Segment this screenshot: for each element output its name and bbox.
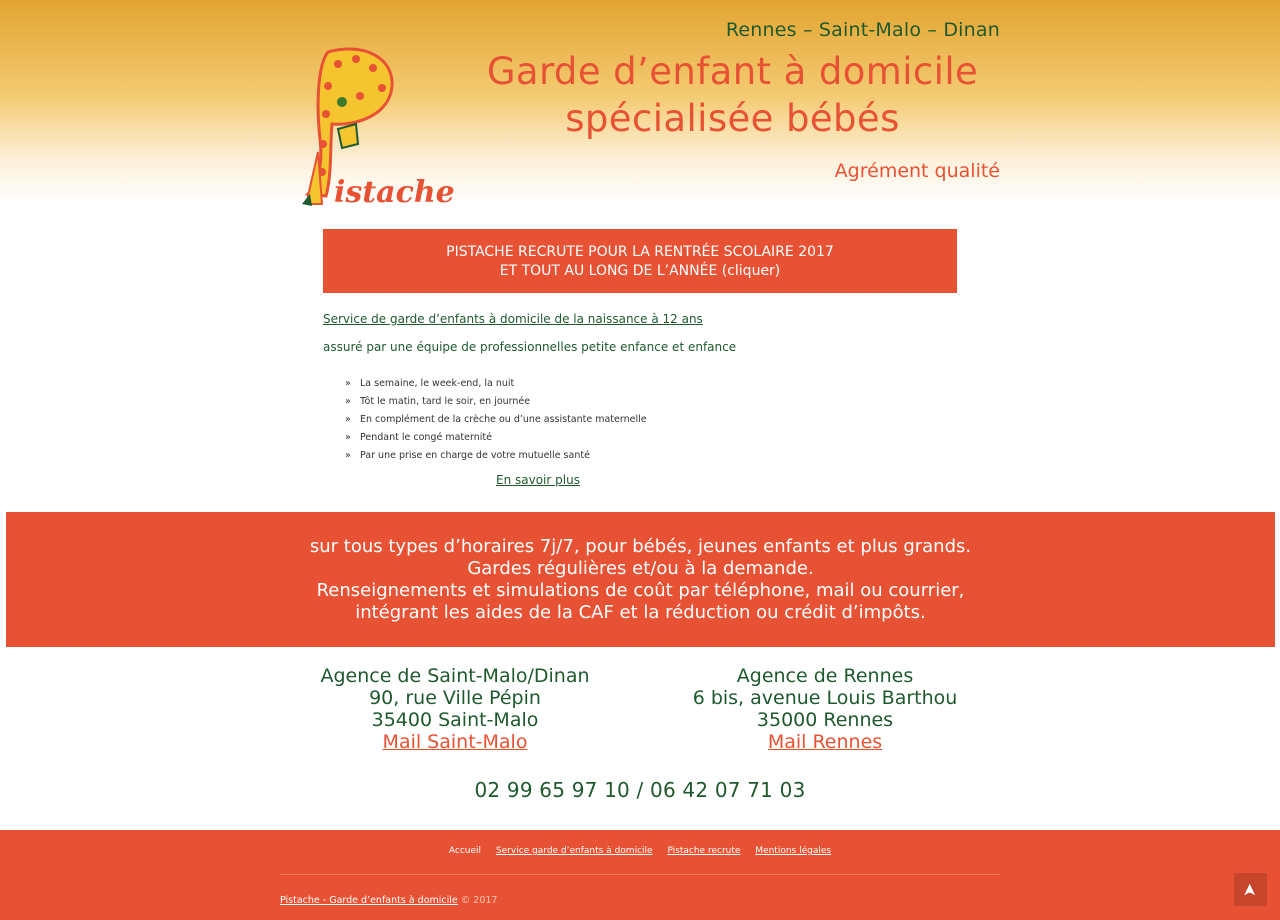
- copyright: [280, 895, 497, 906]
- list-item-text: En complément de la crèche ou d’une assistante maternelle: [360, 414, 647, 425]
- list-item-text: La semaine, le week-end, la nuit: [360, 378, 515, 389]
- footer-link-recrute[interactable]: Pistache recrute: [667, 846, 741, 856]
- recrute-line-2: ET TOUT AU LONG DE L’ANNÉE (cliquer): [499, 263, 781, 279]
- service-link[interactable]: Service de garde d’enfants à domicile de la naissance à 12 ans: [323, 312, 703, 326]
- agency-name: Agence de Rennes: [736, 665, 914, 687]
- team-description: assuré par une équipe de professionnelles petite enfance et enfance: [323, 340, 737, 354]
- chevron-right-icon: »: [345, 396, 351, 407]
- agrement-label: Agrément qualité: [834, 160, 1000, 182]
- title-line-2: spécialisée bébés: [565, 97, 900, 140]
- chevron-right-icon: »: [345, 432, 351, 443]
- phone-numbers: 02 99 65 97 10 / 06 42 07 71 03: [474, 778, 806, 802]
- footer-divider: [280, 874, 1000, 875]
- chevron-right-icon: »: [345, 414, 351, 425]
- list-item: [345, 412, 647, 430]
- band-line-3: Renseignements et simulations de coût par téléphone, mail ou courrier,: [316, 580, 965, 601]
- copyright-link[interactable]: Pistache - Garde d’enfants à domicile: [280, 895, 458, 906]
- list-item: [345, 430, 647, 448]
- band-line-1: sur tous types d’horaires 7j/7, pour bébés, jeunes enfants et plus grands.: [309, 536, 972, 557]
- list-item-text: Tôt le matin, tard le soir, en journée: [360, 396, 531, 407]
- footer-link-mentions[interactable]: Mentions légales: [755, 846, 832, 856]
- mail-rennes-link[interactable]: Mail Rennes: [767, 731, 883, 753]
- copyright-year: © 2017: [460, 895, 498, 906]
- title-line-1: Garde d’enfant à domicile: [486, 50, 979, 93]
- list-item: [345, 394, 647, 412]
- site-footer: [0, 830, 1280, 920]
- agency-city: 35400 Saint-Malo: [371, 709, 539, 731]
- info-band: [6, 512, 1275, 647]
- arrow-up-icon: ➤: [1240, 882, 1261, 897]
- footer-link-service[interactable]: Service garde d’enfants à domicile: [495, 846, 653, 856]
- recrute-line-1: PISTACHE RECRUTE POUR LA RENTRÉE SCOLAIRE 2017: [446, 244, 834, 260]
- agency-saint-malo: [305, 665, 605, 753]
- pistache-logo[interactable]: [298, 44, 455, 212]
- band-line-4: intégrant les aides de la CAF et la réduction ou crédit d’impôts.: [355, 602, 926, 623]
- chevron-right-icon: »: [345, 450, 351, 461]
- footer-nav: [0, 846, 1280, 856]
- logo-wordmark: istache: [334, 175, 455, 210]
- locations-line: Rennes – Saint-Malo – Dinan: [725, 19, 1000, 41]
- mail-saint-malo-link[interactable]: Mail Saint-Malo: [382, 731, 528, 753]
- site-header: [0, 0, 1280, 215]
- agency-city: 35000 Rennes: [756, 709, 894, 731]
- agency-rennes: [675, 665, 975, 753]
- agency-name: Agence de Saint-Malo/Dinan: [320, 665, 590, 687]
- footer-link-accueil[interactable]: Accueil: [448, 846, 482, 856]
- list-item-text: Pendant le congé maternité: [360, 432, 492, 443]
- list-item: [345, 448, 647, 466]
- chevron-right-icon: »: [345, 378, 351, 389]
- recrute-banner-link[interactable]: [323, 229, 957, 293]
- list-item-text: Par une prise en charge de votre mutuelle santé: [360, 450, 590, 461]
- band-line-2: Gardes régulières et/ou à la demande.: [467, 558, 814, 579]
- back-to-top-button[interactable]: [1234, 873, 1267, 906]
- page-title: [480, 48, 985, 142]
- service-list: [345, 376, 647, 466]
- agency-street: 6 bis, avenue Louis Barthou: [692, 687, 958, 709]
- agency-street: 90, rue Ville Pépin: [369, 687, 541, 709]
- en-savoir-plus-link[interactable]: En savoir plus: [496, 473, 580, 487]
- list-item: [345, 376, 647, 394]
